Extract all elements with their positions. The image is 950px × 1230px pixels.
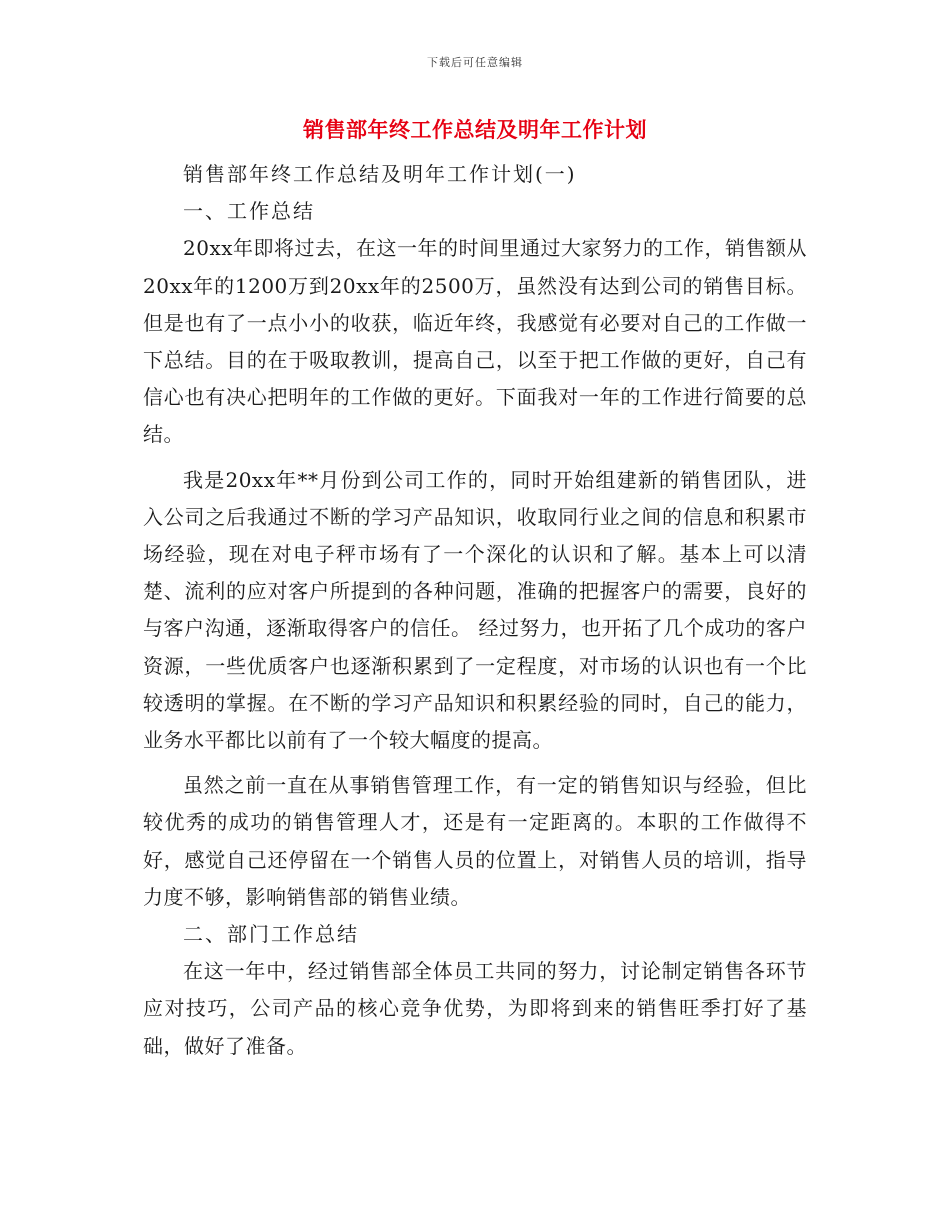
header-note: 下载后可任意编辑 xyxy=(427,56,523,69)
paragraph-shortcomings: 虽然之前一直在从事销售管理工作，有一定的销售知识与经验，但比较优秀的成功的销售管理人才，还是有一定距离的。本职的工作做得不好，感觉自己还停留在一个销售人员的位置上，对销售人员的培训，指导力度不够，影响销售部的销售业绩。 xyxy=(143,773,807,909)
section-heading-department-summary: 二、部门工作总结 xyxy=(183,922,359,947)
paragraph-experience: 我是20xx年**月份到公司工作的，同时开始组建新的销售团队，进入公司之后我通过不断的学习产品知识，收取同行业之间的信息和积累市场经验，现在对电子秤市场有了一个深化的认识和了解。基本上可以清楚、流利的应对客户所提到的各种问题，准确的把握客户的需要，良好的与客户沟通，逐渐取得客户的信任。 经过努力，也开拓了几个成功的客户资源，一些优质客户也逐渐积累到了一定程度，对市场的认识也有一个比较透明的掌握。在不断的学习产品知识和积累经验的同时，自己的能力，业务水平都比以前有了一个较大幅度的提高。 xyxy=(143,467,807,753)
document-subtitle: 销售部年终工作总结及明年工作计划(一) xyxy=(183,162,577,186)
document-title: 销售部年终工作总结及明年工作计划 xyxy=(303,117,647,142)
paragraph-intro: 20xx年即将过去，在这一年的时间里通过大家努力的工作，销售额从20xx年的1200万到20xx年的2500万，虽然没有达到公司的销售目标。但是也有了一点小小的收获，临近年终，我感觉有必要对自己的工作做一下总结。目的在于吸取教训，提高自己，以至于把工作做的更好，自己有信心也有决心把明年的工作做的更好。下面我对一年的工作进行简要的总结。 xyxy=(143,236,808,447)
document-body xyxy=(143,156,807,1065)
section-heading-work-summary: 一、工作总结 xyxy=(183,199,315,224)
paragraph-department: 在这一年中，经过销售部全体员工共同的努力，讨论制定销售各环节应对技巧，公司产品的核心竞争优势，为即将到来的销售旺季打好了基础，做好了准备。 xyxy=(143,959,807,1058)
